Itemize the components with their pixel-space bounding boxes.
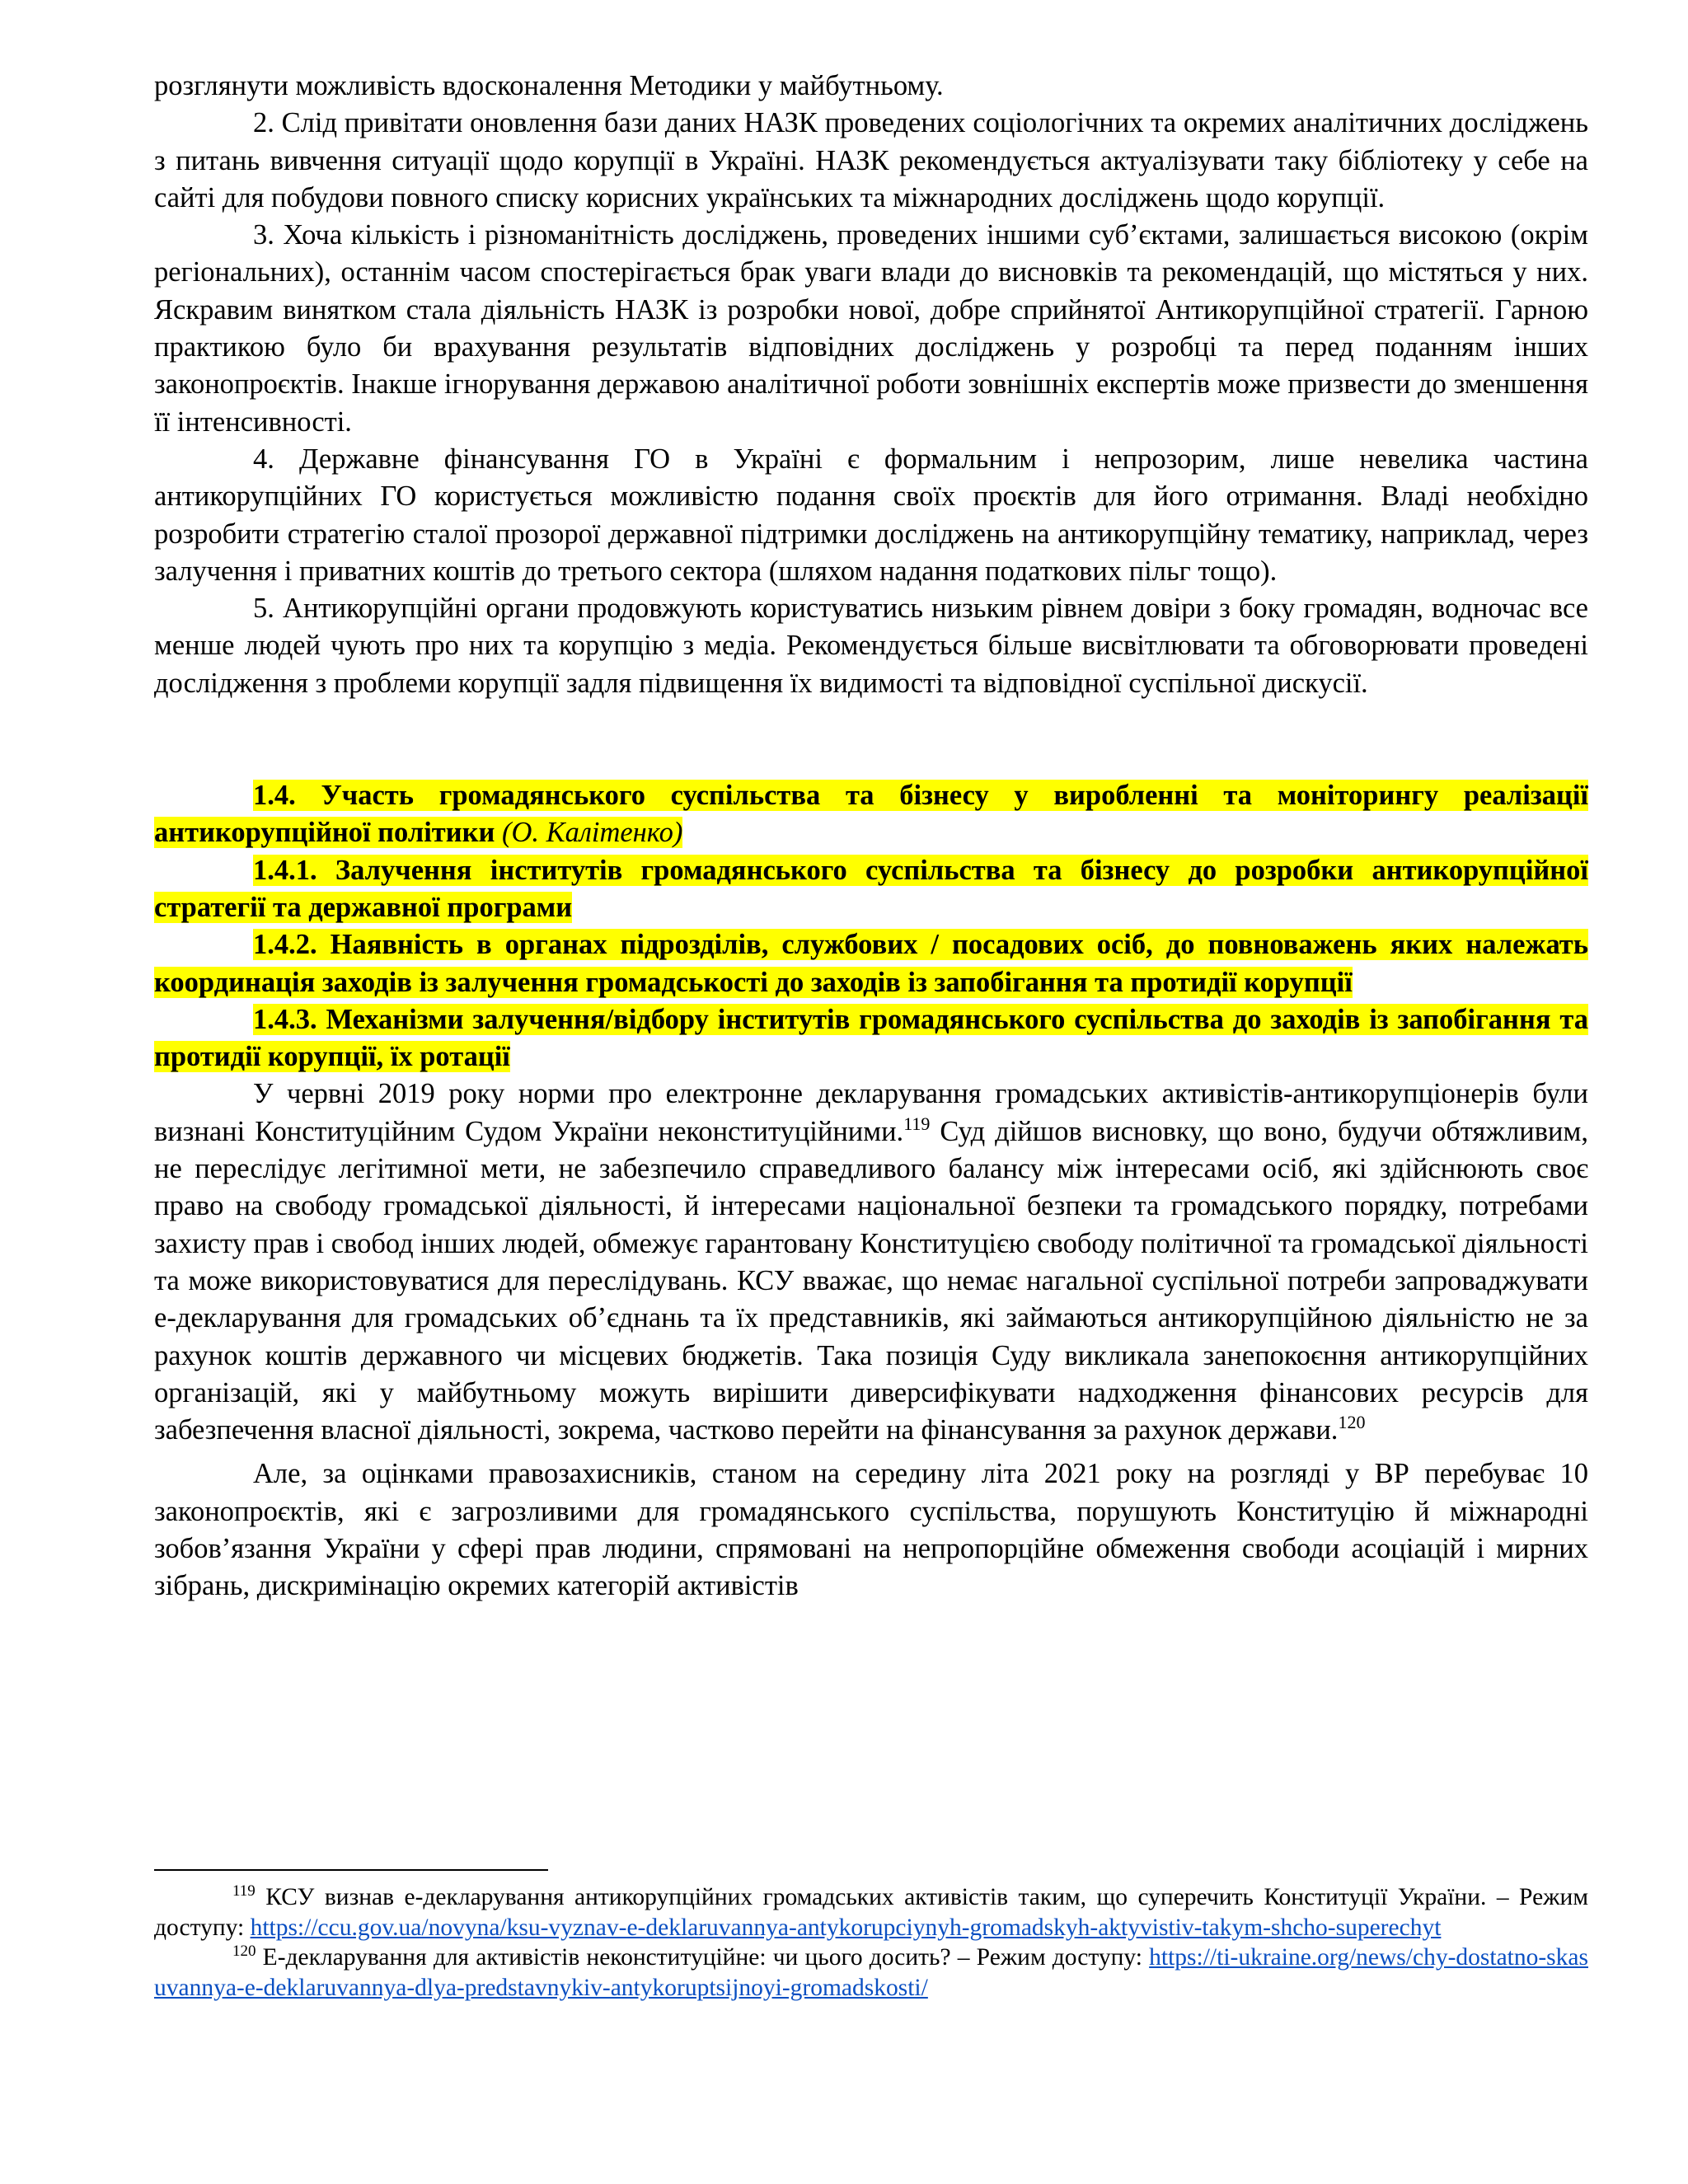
- heading-1-4-3-text: 1.4.3. Механізми залучення/відбору інститутів громадянського суспільства до заходів із запобігання та протидії корупції, їх ротації: [154, 1003, 1588, 1073]
- footnotes: [154, 1882, 1588, 2003]
- footnote-ref-120[interactable]: 120: [1338, 1412, 1366, 1433]
- section-heading-1-4-2: [154, 926, 1588, 1001]
- paragraph-2: 2. Слід привітати оновлення бази даних НАЗК проведених соціологічних та окремих аналітичних досліджень з питань вивчення ситуації щодо корупції в Україні. НАЗК рекомендується актуалізувати таку бібліотеку у себе на сайті для побудови повного списку корисних українських та міжнародних досліджень щодо корупції.: [154, 107, 1588, 213]
- paragraph-6: [154, 1076, 1588, 1449]
- footnote-text: КСУ визнав е-декларування антикорупційних громадських активістів таким, що суперечить Конституції України. – Режим доступу:: [154, 1884, 1588, 1941]
- footnote-119: [154, 1882, 1588, 1943]
- paragraph-3: 3. Хоча кількість і різноманітність досліджень, проведених іншими суб’єктами, залишається високою (окрім регіональних), останнім часом спостерігається брак уваги влади до висновків та рекомендацій, що містяться у них. Яскравим винятком стала діяльність НАЗК із розробки нової, добре сприйнятої Антикорупційної стратегії. Гарною практикою було би врахування результатів відповідних досліджень у розробці та перед поданням інших законопроєктів. Інакше ігнорування державою аналітичної роботи зовнішніх експертів може призвести до зменшення її інтенсивності.: [154, 219, 1588, 438]
- footnote-number: 119: [232, 1882, 256, 1900]
- heading-1-4-2-text: 1.4.2. Наявність в органах підрозділів, службових / посадових осіб, до повноважень яких належать координація заходів із залучення громадськості до заходів із запобігання та протидії корупції: [154, 929, 1588, 998]
- footnote-text: Е-декларування для активістів неконституційне: чи цього досить? – Режим доступу:: [256, 1944, 1150, 1971]
- footnote-separator: [154, 1869, 548, 1871]
- footnote-link[interactable]: https://ti-ukraine.org/news/chy-dostatno-skasuvannya-e-deklaruvannya-dlya-predstavnykiv-antykoruptsijnoyi-gromadskosti/: [154, 1944, 1588, 2001]
- paragraph-7: Але, за оцінками правозахисників, станом на середину літа 2021 року на розгляді у ВР перебуває 10 законопроєктів, які є загрозливими для громадянського суспільства, порушують Конституцію й міжнародні зобов’язання України у сфері прав людини, спрямовані на непропорційне обмеження свободи асоціацій і мирних зібрань, дискримінацію окремих категорій активістів: [154, 1458, 1588, 1602]
- paragraph-4: 4. Державне фінансування ГО в Україні є формальним і непрозорим, лише невелика частина антикорупційних ГО користується можливістю подання своїх проєктів для його отримання. Владі необхідно розробити стратегію сталої прозорої державної підтримки досліджень на антикорупційну тематику, наприклад, через залучення і приватних коштів до третього сектора (шляхом надання податкових пільг тощо).: [154, 443, 1588, 587]
- footnote-link[interactable]: https://ccu.gov.ua/novyna/ksu-vyznav-e-deklaruvannya-antykorupciynyh-gromadskyh-aktyvistiv-takym-shcho-superechyt: [250, 1914, 1442, 1941]
- section-heading-1-4-1: [154, 852, 1588, 927]
- heading-1-4-title: 1.4. Участь громадянського суспільства та бізнесу у виробленні та моніторингу реалізації антикорупційної політики: [154, 780, 1588, 849]
- footnote-120: [154, 1943, 1588, 2003]
- heading-1-4-highlight: [154, 780, 1588, 848]
- heading-1-4-author: (О. Калітенко): [502, 817, 683, 849]
- footnote-number: 120: [232, 1943, 256, 1960]
- section-heading-1-4-3: [154, 1001, 1588, 1076]
- paragraph-intro: розглянути можливість вдосконалення Методики у майбутньому.: [154, 70, 944, 101]
- paragraph-5: 5. Антикорупційні органи продовжують користуватись низьким рівнем довіри з боку громадян, водночас все менше людей чують про них та корупцію з медіа. Рекомендується більше висвітлювати та обговорювати проведені дослідження з проблеми корупції задля підвищення їх видимості та відповідної суспільної дискусії.: [154, 593, 1588, 699]
- paragraph-6-part-b: Суд дійшов висновку, що воно, будучи обтяжливим, не переслідує легітимної мети, не забезпечило справедливого балансу між інтересами осіб, які здійснюють своє право на свободу громадської діяльності, й інтересами національної безпеки та громадського порядку, потребами захисту прав і свобод інших людей, обмежує гарантовану Конституцією свободу політичної та громадської діяльності та може використовуватися для переслідувань. КСУ вважає, що немає нагальної суспільної потреби запроваджувати е-декларування для громадських об’єднань та їх представників, які займаються антикорупційною діяльністю не за рахунок коштів державного чи місцевих бюджетів. Така позиція Суду викликала занепокоєння антикорупційних організацій, які у майбутньому можуть вирішити диверсифікувати надходження фінансових ресурсів для забезпечення власної діяльності, зокрема, частково перейти на фінансування за рахунок держави.: [154, 1115, 1588, 1446]
- section-heading-1-4: [154, 777, 1588, 852]
- document-page: [154, 68, 1588, 1605]
- footnote-ref-119[interactable]: 119: [903, 1113, 931, 1134]
- paragraph-6-part-a: У червні 2019 року норми про електронне декларування громадських активістів-антикорупціонерів були визнані Конституційним Судом України неконституційними.: [154, 1078, 1588, 1147]
- heading-1-4-1-text: 1.4.1. Залучення інститутів громадянського суспільства та бізнесу до розробки антикорупційної стратегії та державної програми: [154, 854, 1588, 923]
- section-gap: [154, 702, 1588, 777]
